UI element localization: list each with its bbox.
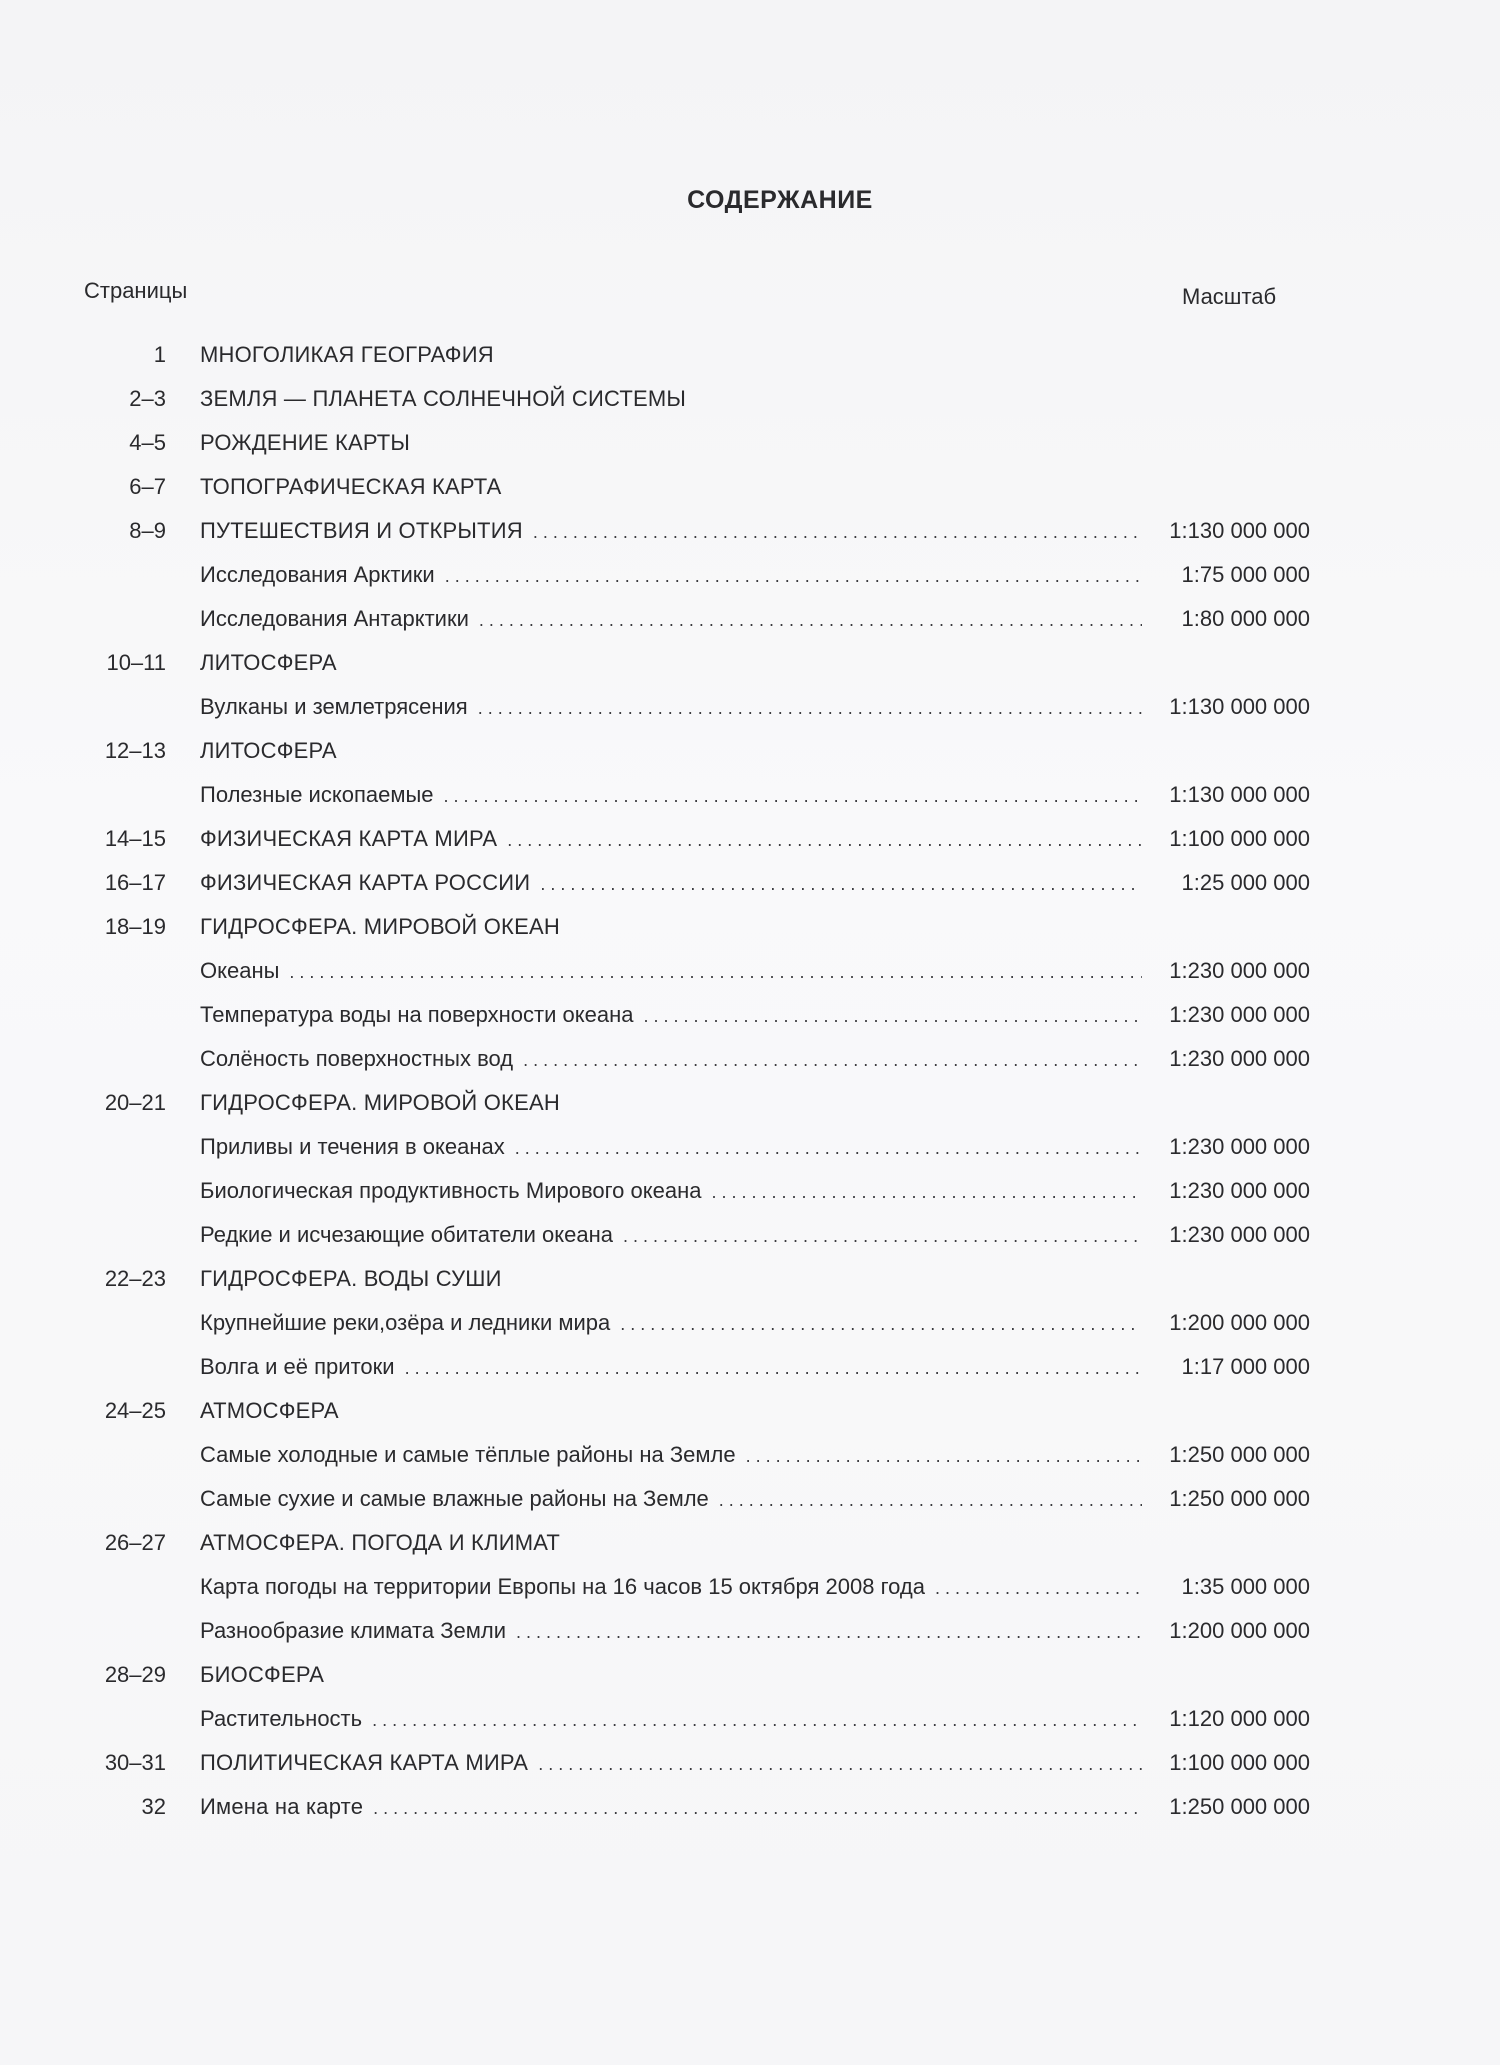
toc-entry-title: ЛИТОСФЕРА (200, 650, 337, 675)
dot-leader (479, 605, 1142, 635)
dot-leader (540, 869, 1142, 899)
toc-page-numbers: 18–19 (104, 914, 166, 939)
page-title: СОДЕРЖАНИЕ (687, 186, 873, 214)
toc-entry-title: Карта погоды на территории Европы на 16 часов 15 октября 2008 года (200, 1574, 925, 1599)
toc-entry-title: Редкие и исчезающие обитатели океана (200, 1222, 614, 1247)
toc-entry (200, 1220, 1310, 1251)
toc-page-numbers: 20–21 (104, 1090, 166, 1115)
toc-row (0, 1393, 1500, 1437)
toc-page-numbers: 6–7 (129, 474, 166, 499)
dot-leader (538, 1749, 1142, 1779)
toc-entry-scale: 1:35 000 000 (1181, 1574, 1310, 1599)
toc-row (0, 909, 1500, 953)
toc-row (0, 733, 1500, 777)
toc-row (0, 601, 1500, 645)
dot-leader (515, 1133, 1142, 1163)
toc-entry (200, 1660, 1310, 1690)
toc-row (0, 469, 1500, 513)
dot-leader (533, 517, 1142, 547)
toc-entry-title: ГИДРОСФЕРА. МИРОВОЙ ОКЕАН (200, 1090, 560, 1115)
toc-page-numbers: 16–17 (104, 870, 166, 895)
toc-row (0, 1261, 1500, 1305)
toc-entry-title: Волга и её притоки (200, 1354, 395, 1379)
dot-leader (516, 1617, 1142, 1647)
toc-entry-title: ФИЗИЧЕСКАЯ КАРТА МИРА (200, 826, 498, 851)
toc-entry-scale: 1:200 000 000 (1169, 1618, 1310, 1643)
toc-entry (200, 1528, 1310, 1558)
toc-entry (200, 340, 1310, 370)
toc-entry-scale: 1:230 000 000 (1169, 1134, 1310, 1159)
toc-page-numbers: 8–9 (129, 518, 166, 543)
toc-entry-scale: 1:130 000 000 (1169, 782, 1310, 807)
toc-entry-scale: 1:230 000 000 (1169, 1002, 1310, 1027)
toc-row (0, 1525, 1500, 1569)
toc-entry-title: АТМОСФЕРА (200, 1398, 339, 1423)
toc-row (0, 1129, 1500, 1173)
toc-entry-scale: 1:250 000 000 (1169, 1486, 1310, 1511)
toc-entry (200, 1000, 1310, 1031)
toc-entry-scale: 1:230 000 000 (1169, 1178, 1310, 1203)
toc-entry (200, 1616, 1310, 1647)
toc-entry (200, 1264, 1310, 1294)
toc-entry-title: ЗЕМЛЯ — ПЛАНЕТА СОЛНЕЧНОЙ СИСТЕМЫ (200, 386, 687, 411)
toc-row (0, 557, 1500, 601)
toc-entry-title: Температура воды на поверхности океана (200, 1002, 634, 1027)
toc-row (0, 1481, 1500, 1525)
toc-entry (200, 1132, 1310, 1163)
toc-row (0, 513, 1500, 557)
dot-leader (373, 1793, 1142, 1823)
toc-entry-scale: 1:80 000 000 (1181, 606, 1310, 631)
toc-entry (200, 1748, 1310, 1779)
toc-entry (200, 692, 1310, 723)
toc-entry (200, 824, 1310, 855)
dot-leader (507, 825, 1142, 855)
toc-entry-title: ПУТЕШЕСТВИЯ И ОТКРЫТИЯ (200, 518, 523, 543)
toc-entry-title: БИОСФЕРА (200, 1662, 325, 1687)
toc-entry-scale: 1:230 000 000 (1169, 1222, 1310, 1247)
toc-entry-title: Самые холодные и самые тёплые районы на Земле (200, 1442, 736, 1467)
dot-leader (623, 1221, 1142, 1251)
toc-entry (200, 648, 1310, 678)
dot-leader (289, 957, 1142, 987)
toc-entry-title: Океаны (200, 958, 280, 983)
dot-leader (372, 1705, 1142, 1735)
dot-leader (620, 1309, 1142, 1339)
toc-row (0, 1305, 1500, 1349)
toc-row (0, 645, 1500, 689)
toc-entry-scale: 1:230 000 000 (1169, 1046, 1310, 1071)
toc-row (0, 1173, 1500, 1217)
toc-row (0, 1085, 1500, 1129)
toc-entry (200, 516, 1310, 547)
toc-entry-title: Крупнейшие реки,озёра и ледники мира (200, 1310, 611, 1335)
toc-entry-title: ГИДРОСФЕРА. ВОДЫ СУШИ (200, 1266, 502, 1291)
toc-entry (200, 1704, 1310, 1735)
toc-row (0, 865, 1500, 909)
toc-entry-title: ФИЗИЧЕСКАЯ КАРТА РОССИИ (200, 870, 531, 895)
toc-page-numbers: 28–29 (104, 1662, 166, 1687)
toc-entry (200, 1440, 1310, 1471)
toc-page-numbers: 32 (141, 1794, 166, 1819)
toc-entry-title: Приливы и течения в океанах (200, 1134, 505, 1159)
dot-leader (478, 693, 1142, 723)
table-of-contents (0, 337, 1500, 1833)
toc-entry-title: Полезные ископаемые (200, 782, 434, 807)
toc-row (0, 997, 1500, 1041)
toc-entry-scale: 1:25 000 000 (1181, 870, 1310, 895)
toc-entry-title: РОЖДЕНИЕ КАРТЫ (200, 430, 411, 455)
dot-leader (405, 1353, 1142, 1383)
toc-row (0, 381, 1500, 425)
toc-entry (200, 604, 1310, 635)
toc-entry (200, 1396, 1310, 1426)
toc-entry-title: Самые сухие и самые влажные районы на Земле (200, 1486, 709, 1511)
toc-row (0, 1745, 1500, 1789)
toc-entry (200, 472, 1310, 502)
toc-row (0, 689, 1500, 733)
toc-entry-scale: 1:250 000 000 (1169, 1794, 1310, 1819)
dot-leader (444, 781, 1142, 811)
toc-page-numbers: 1 (153, 342, 166, 367)
toc-row (0, 1789, 1500, 1833)
toc-page-numbers: 2–3 (129, 386, 166, 411)
toc-entry-title: ТОПОГРАФИЧЕСКАЯ КАРТА (200, 474, 502, 499)
toc-entry (200, 384, 1310, 414)
toc-entry (200, 1044, 1310, 1075)
toc-entry-title: Исследования Антарктики (200, 606, 469, 631)
toc-entry-title: Вулканы и землетрясения (200, 694, 468, 719)
toc-entry-scale: 1:130 000 000 (1169, 518, 1310, 543)
toc-row (0, 425, 1500, 469)
toc-entry-title: Солёность поверхностных вод (200, 1046, 514, 1071)
toc-row (0, 337, 1500, 381)
pages-column-header: Страницы (84, 278, 188, 303)
toc-entry-scale: 1:100 000 000 (1169, 1750, 1310, 1775)
toc-entry-title: Имена на карте (200, 1794, 364, 1819)
toc-entry-scale: 1:75 000 000 (1181, 562, 1310, 587)
dot-leader (523, 1045, 1142, 1075)
dot-leader (719, 1485, 1142, 1515)
toc-page-numbers: 26–27 (104, 1530, 166, 1555)
toc-entry-title: Растительность (200, 1706, 363, 1731)
toc-page-numbers: 24–25 (104, 1398, 166, 1423)
toc-page-numbers: 30–31 (104, 1750, 166, 1775)
toc-row (0, 1437, 1500, 1481)
toc-entry (200, 868, 1310, 899)
toc-row (0, 821, 1500, 865)
toc-entry-scale: 1:100 000 000 (1169, 826, 1310, 851)
toc-entry-title: Биологическая продуктивность Мирового океана (200, 1178, 702, 1203)
toc-row (0, 1349, 1500, 1393)
toc-entry (200, 428, 1310, 458)
toc-row (0, 1657, 1500, 1701)
dot-leader (746, 1441, 1142, 1471)
scale-column-header: Масштаб (1182, 284, 1277, 309)
toc-row (0, 1613, 1500, 1657)
toc-entry-title: ЛИТОСФЕРА (200, 738, 337, 763)
toc-entry (200, 1352, 1310, 1383)
toc-page-numbers: 10–11 (106, 650, 166, 675)
toc-entry (200, 1088, 1310, 1118)
toc-entry-title: ГИДРОСФЕРА. МИРОВОЙ ОКЕАН (200, 914, 560, 939)
toc-row (0, 1569, 1500, 1613)
toc-entry-scale: 1:17 000 000 (1181, 1354, 1310, 1379)
dot-leader (445, 561, 1142, 591)
toc-entry-title: Исследования Арктики (200, 562, 435, 587)
dot-leader (712, 1177, 1143, 1207)
toc-entry (200, 1792, 1310, 1823)
toc-page-numbers: 14–15 (104, 826, 166, 851)
toc-row (0, 1701, 1500, 1745)
toc-entry-scale: 1:250 000 000 (1169, 1442, 1310, 1467)
toc-row (0, 1217, 1500, 1261)
toc-page-numbers: 12–13 (104, 738, 166, 763)
toc-entry (200, 1484, 1310, 1515)
toc-entry-title: ПОЛИТИЧЕСКАЯ КАРТА МИРА (200, 1750, 529, 1775)
toc-entry (200, 912, 1310, 942)
toc-entry-scale: 1:130 000 000 (1169, 694, 1310, 719)
toc-page-numbers: 22–23 (104, 1266, 166, 1291)
toc-row (0, 1041, 1500, 1085)
toc-entry (200, 780, 1310, 811)
toc-entry (200, 560, 1310, 591)
toc-row (0, 777, 1500, 821)
dot-leader (935, 1573, 1142, 1603)
toc-entry (200, 956, 1310, 987)
toc-entry-title: АТМОСФЕРА. ПОГОДА И КЛИМАТ (200, 1530, 561, 1555)
toc-page-numbers: 4–5 (129, 430, 166, 455)
toc-entry-scale: 1:230 000 000 (1169, 958, 1310, 983)
toc-entry-scale: 1:120 000 000 (1169, 1706, 1310, 1731)
dot-leader (643, 1001, 1142, 1031)
toc-row (0, 953, 1500, 997)
toc-entry (200, 1572, 1310, 1603)
toc-entry-scale: 1:200 000 000 (1169, 1310, 1310, 1335)
toc-entry (200, 1308, 1310, 1339)
toc-entry-title: МНОГОЛИКАЯ ГЕОГРАФИЯ (200, 342, 494, 367)
toc-entry (200, 1176, 1310, 1207)
toc-entry (200, 736, 1310, 766)
toc-entry-title: Разнообразие климата Земли (200, 1618, 507, 1643)
